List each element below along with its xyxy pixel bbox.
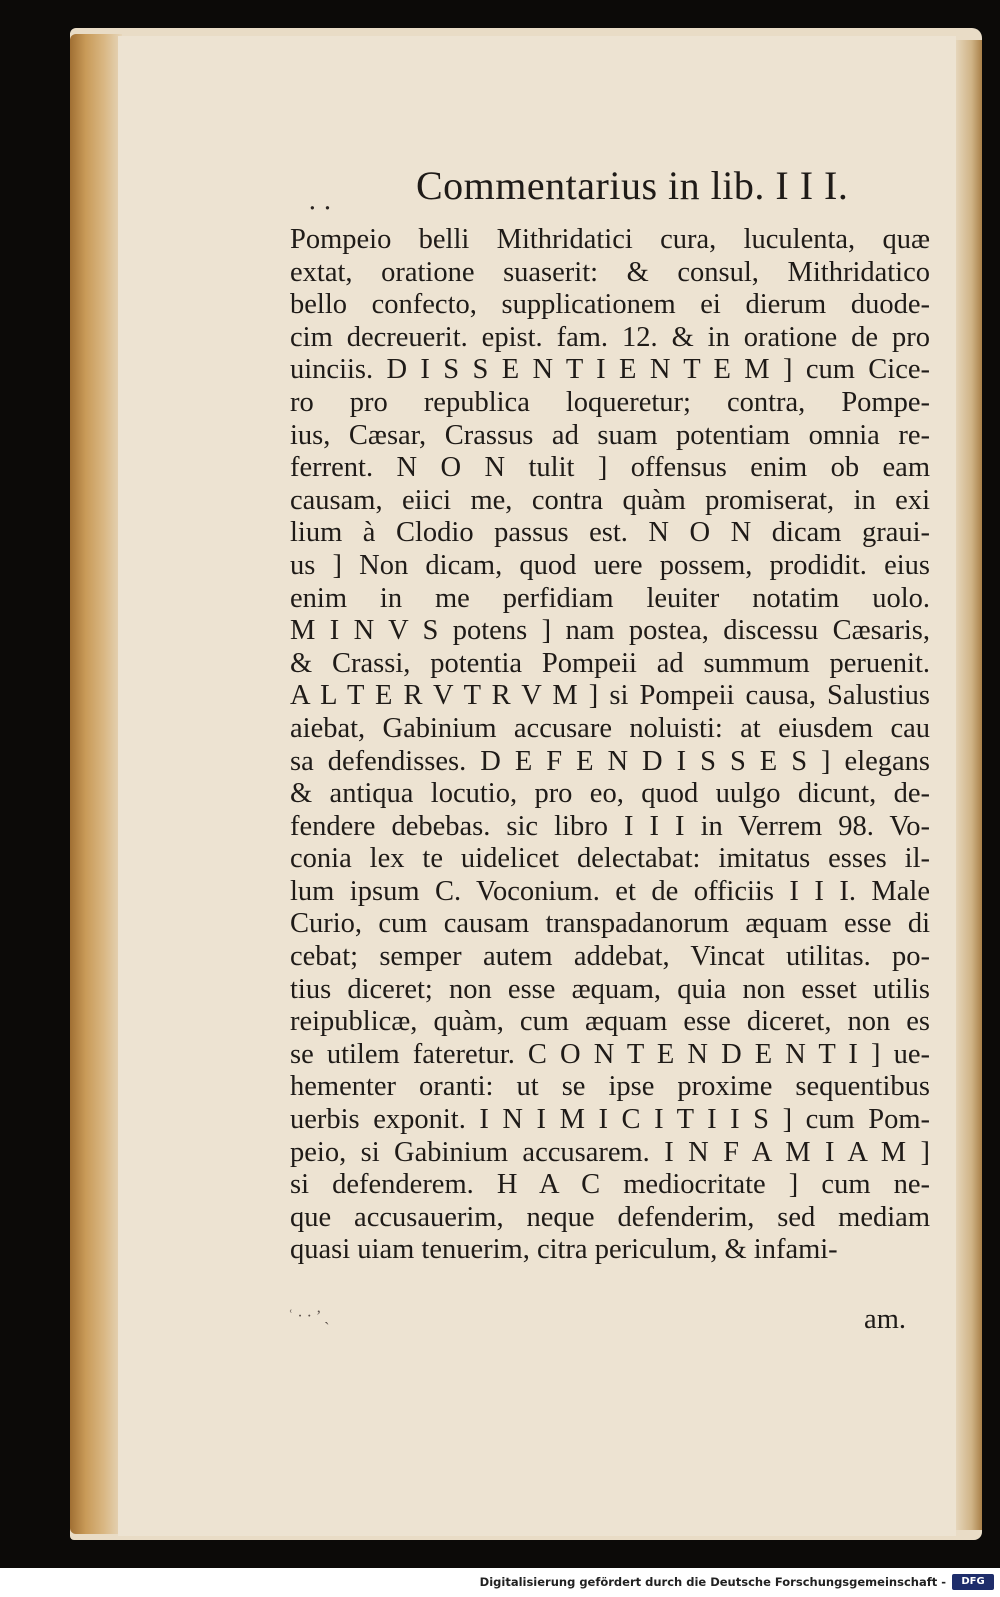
text-line: enim in me perfidiam leuiter notatim uolo.: [290, 582, 930, 614]
text-line: aiebat, Gabinium accusare noluisti: at eiusdem cau: [290, 712, 930, 744]
text-line: que accusauerim, neque defenderim, sed mediam: [290, 1201, 930, 1233]
text-line: tius diceret; non esse æquam, quia non esset utilis: [290, 973, 930, 1005]
footer-bar: [0, 1568, 1000, 1597]
header-mark: ․ ․: [308, 186, 332, 215]
text-line: uerbis exponit. I N I M I C I T I I S ] cum Pom-: [290, 1104, 930, 1136]
text-line: Curio, cum causam transpadanorum æquam esse di: [290, 908, 930, 940]
text-line: ro pro republica loqueretur; contra, Pompe-: [290, 386, 930, 418]
text-line: uinciis. D I S S E N T I E N T E M ] cum Cice-: [290, 354, 930, 386]
page-edge-right: [956, 40, 982, 1530]
text-line: lum ipsum C. Voconium. et de officiis I I I. Male: [290, 875, 930, 907]
catchword-row: [118, 1304, 956, 1340]
running-title: Commentarius in lib. I I I.: [416, 163, 849, 208]
page-edge-left: [70, 34, 122, 1534]
dfg-logo: DFG: [952, 1574, 994, 1590]
page: [118, 36, 956, 1536]
ink-specks: ʿ · · ’ ˎ: [288, 1308, 330, 1325]
text-line: M I N V S potens ] nam postea, discessu Cæsaris,: [290, 615, 930, 647]
text-line: si defenderem. H A C mediocritate ] cum ne-: [290, 1169, 930, 1201]
text-line: quasi uiam tenuerim, citra periculum, & infami-: [290, 1234, 838, 1266]
running-header: [118, 162, 956, 222]
text-line: conia lex te uidelicet delectabat: imitatus esses il-: [290, 843, 930, 875]
text-line: fendere debebas. sic libro I I I in Verrem 98. Vo-: [290, 810, 930, 842]
text-line: us ] Non dicam, quod uere possem, prodidit. eius: [290, 549, 930, 581]
text-line: causam, eiici me, contra quàm promiserat, in exi: [290, 484, 930, 516]
text-line: ius, Cæsar, Crassus ad suam potentiam omnia re-: [290, 419, 930, 451]
commentary-text: [290, 224, 930, 1267]
text-line: se utilem fateretur. C O N T E N D E N T I ] ue-: [290, 1038, 930, 1070]
text-line: A L T E R V T R V M ] si Pompeii causa, Salustius: [290, 680, 930, 712]
text-line: extat, oratione suaserit: & consul, Mithridatico: [290, 256, 930, 288]
text-line: reipublicæ, quàm, cum æquam esse diceret, non es: [290, 1006, 930, 1038]
text-line: Pompeio belli Mithridatici cura, luculenta, quæ: [290, 224, 930, 255]
text-line: peio, si Gabinium accusarem. I N F A M I A M ]: [290, 1136, 930, 1168]
text-line: sa defendisses. D E F E N D I S S E S ] elegans: [290, 745, 930, 777]
text-line: ferrent. N O N tulit ] offensus enim ob eam: [290, 452, 930, 484]
funding-credit: Digitalisierung gefördert durch die Deutsche Forschungsgemeinschaft -: [479, 1575, 946, 1589]
text-line: lium à Clodio passus est. N O N dicam graui-: [290, 517, 930, 549]
text-line: bello confecto, supplicationem ei dierum duode-: [290, 289, 930, 321]
text-line: & Crassi, potentia Pompeii ad summum peruenit.: [290, 647, 930, 679]
text-line: & antiqua locutio, pro eo, quod uulgo dicunt, de-: [290, 778, 930, 810]
catchword: am.: [864, 1304, 906, 1335]
text-line: hementer oranti: ut se ipse proxime sequentibus: [290, 1071, 930, 1103]
text-line: cebat; semper autem addebat, Vincat utilitas. po-: [290, 941, 930, 973]
text-line: cim decreuerit. epist. fam. 12. & in oratione de pro: [290, 321, 930, 353]
